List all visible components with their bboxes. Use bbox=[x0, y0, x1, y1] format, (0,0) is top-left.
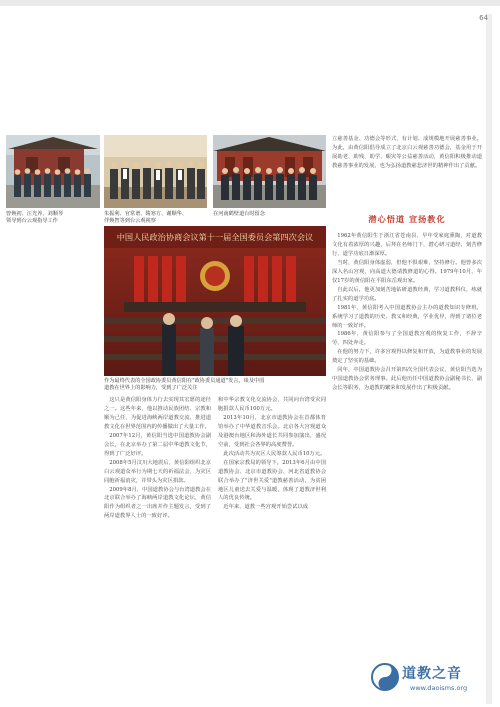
paragraph: 在他的努力下，许多宫观得以修复和开放，为道教事业的发展奠定了坚实的基础。 bbox=[332, 349, 482, 365]
watermark-logo[interactable] bbox=[370, 660, 492, 700]
paragraph: 1981年，黄信阳考入中国道教协会主办的道教知识专修班，系统学习了道教的历史、教义和经典，学业优异，得到了诸位老师的一致好评。 bbox=[332, 304, 482, 329]
taiji-icon bbox=[370, 662, 400, 692]
paragraph: 此次活动共为灾区人民筹款人民币10万元。 bbox=[223, 450, 326, 457]
paragraph: 这只是黄信阳身体力行去实现其宏愿的途径之一。这些年来，他以推动民族团结、宗教和顺为己任，为促进海峡两岸道教交流、推进道教文化在世界范围内的传播做出了大量工作。 bbox=[104, 397, 211, 430]
paragraph: 和中华宗教文化交流协会，共同向台湾受灾同胞捐款人民币100万元。 bbox=[218, 397, 326, 412]
caption-photo-1: 曾焕初、汪光养、刘顺琴 领导到台云观指导工作 bbox=[6, 211, 64, 224]
watermark-brand: 道教之音 bbox=[402, 666, 462, 682]
photo-group-hall bbox=[213, 135, 326, 208]
paragraph: 1962年黄信阳生于浙江省苍南县，早年受家庭熏陶，对道教文化有着浓厚的兴趣，后拜在名师门下，潜心研习道经，刻苦修行，道学功底日渐深厚。 bbox=[332, 233, 482, 257]
photo-group-indoor bbox=[104, 135, 207, 208]
watermark-url[interactable]: www.daoisms.org bbox=[410, 684, 468, 692]
paragraph: 近年来，道教一些宫观开始尝试以成 bbox=[223, 504, 309, 511]
paragraph: 自此以后，他更加刻苦地钻研道教经典，学习道教科仪，练就了扎实的道学功底。 bbox=[332, 286, 482, 302]
banner-text: 中国人民政治协商会议第十一届全国委员会第四次会议 bbox=[116, 232, 314, 242]
photo-group-temple bbox=[6, 135, 100, 208]
body-col-left bbox=[104, 396, 211, 521]
paragraph: 2009年8月，中国道教协会与台湾道教会在北京联合举办了海峡两岸道教文化论坛，黄信阳作为组织者之一出席并作主题发言，受到了两岸道教界人士的一致好评。 bbox=[104, 486, 211, 520]
paragraph: 当时，黄信阳身体虚弱，但他不惧艰难，坚持修行。他曾多次深入名山宫观，向高道大德请教修道的心得。1979年10月，年仅17岁的黄信阳在平阳东岳观出家。 bbox=[332, 259, 482, 284]
section-heading: 潜心悟道 宣扬教化 bbox=[368, 214, 446, 224]
page-side-rule bbox=[486, 14, 492, 704]
paragraph: 2008年5月汶川大地震后，黄信阳组织北京白云观道众举行为期七天的祈福法会，为灾区同胞祈福消灾，并带头为灾区捐款。 bbox=[104, 459, 211, 484]
paragraph: 2013年10月，北京市道教协会在首都体育馆举办了中华道教音乐会。北京各大宫观道众及港澳台地区和海外道长共同参加演出，盛况空前，受到社会各界的高度赞誉。 bbox=[218, 414, 326, 448]
paragraph: 2007年12月，黄信阳当选中国道教协会副会长，在北京举办了第二届中华道教文化节，得到了广泛好评。 bbox=[104, 432, 211, 457]
paragraph: 在国家宗教局的领导下，2013年6月由中国道教协会、北京市道教协会、河北省道教协会联合举办了"济世关爱"道教慈善活动，为贫困地区儿童送去关爱与温暖，体现了道教济世利人的优良传统。 bbox=[218, 459, 326, 502]
page-number: 64 bbox=[479, 14, 488, 22]
paragraph: 1986年，黄信阳参与了全国道教宫观的恢复工作，不辞辛劳，四处奔走。 bbox=[332, 331, 482, 347]
body-col-middle bbox=[218, 396, 326, 512]
page-top-rule bbox=[0, 0, 500, 6]
body-col-right-top bbox=[332, 135, 482, 171]
photo-cppcc-session bbox=[104, 226, 326, 376]
paragraph: 同年，中国道教协会召开第四次全国代表会议，黄信阳当选为中国道教协会常务理事。此后他历任中国道教协会副秘书长、副会长等职务，为道教的繁荣和发展作出了积极贡献。 bbox=[332, 367, 482, 392]
paragraph: 立慈善基金、功德会等形式，有计划、成规模地开展慈善事业。为此，由黄信阳倡导成立了北京白云观慈善功德会，基金用于开展助老、助残、助学、赈灾等公益慈善活动，黄信阳积极推动道教慈善事业的发展，也为弘扬道教慈悲济世的精神作出了贡献。 bbox=[332, 136, 482, 169]
caption-photo-2: 朱振利、官常谱、隋寒方、谢顺华、 伴焕智等到台云观视察 bbox=[104, 211, 188, 224]
caption-photo-3: 在河南鹤壁道台时留念 bbox=[213, 211, 265, 217]
body-col-right-bottom bbox=[332, 232, 482, 393]
caption-photo-4: 作为最终代表的全国政协委员黄信阳在"政协委员通道"发言，谈及中国 道教在世界上的影响力，受到了广泛关注 bbox=[104, 378, 265, 391]
